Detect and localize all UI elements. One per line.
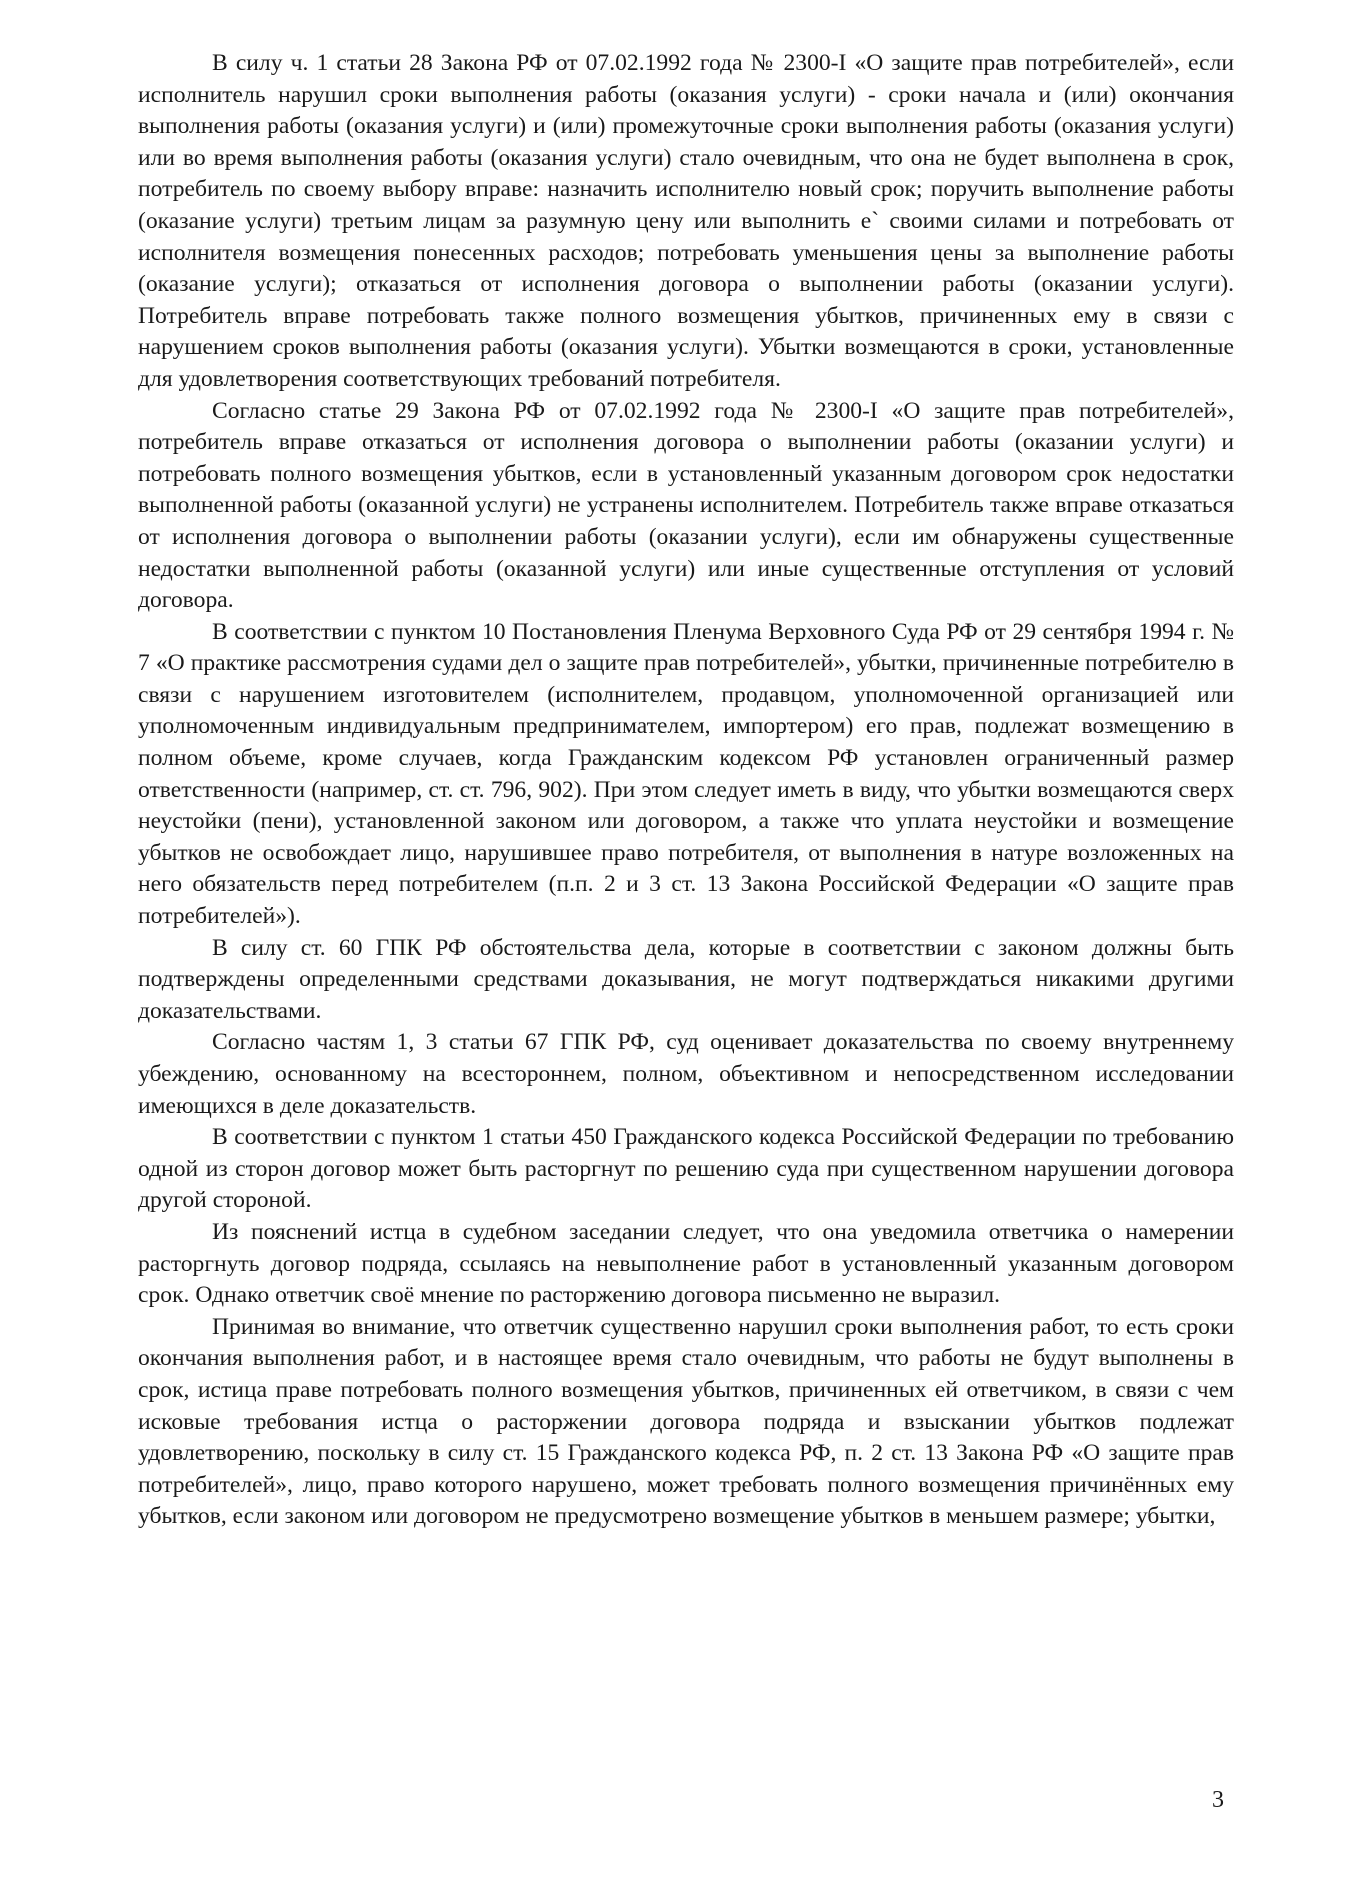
paragraph-gpk-article-60: В силу ст. 60 ГПК РФ обстоятельства дела, которые в соответствии с законом должны быть подтверждены определенными средствами доказывания, не могут подтверждаться никакими другими доказательствами.	[138, 934, 1234, 1024]
paragraph-article-28: В силу ч. 1 статьи 28 Закона РФ от 07.02.1992 года № 2300-I «О защите прав потребителей», если исполнитель нарушил сроки выполнения работы (оказания услуги) - сроки начала и (или) окончания выполнения работы (оказания услуги) и (или) промежуточные сроки выполнения работы (оказания услуги) или во время выполнения работы (оказания услуги) стало очевидным, что она не будет выполнена в срок, потребитель по своему выбору вправе: назначить исполнителю новый срок; поручить выполнение работы (оказание услуги) третьим лицам за разумную цену или выполнить е` своими силами и потребовать от исполнителя возмещения понесенных расходов; потребовать уменьшения цены за выполнение работы (оказание услуги); отказаться от исполнения договора о выполнении работы (оказании услуги). Потребитель вправе потребовать также полного возмещения убытков, причиненных ему в связи с нарушением сроков выполнения работы (оказания услуги). Убытки возмещаются в сроки, установленные для удовлетворения соответствующих требований потребителя.	[138, 50, 1234, 392]
paragraph-gk-article-450: В соответствии с пунктом 1 статьи 450 Гражданского кодекса Российской Федерации по требованию одной из сторон договор может быть расторгнут по решению суда при существенном нарушении договора другой стороной.	[138, 1124, 1234, 1214]
paragraph-article-29: Согласно статье 29 Закона РФ от 07.02.1992 года № 2300-I «О защите прав потребителей», потребитель вправе отказаться от исполнения договора о выполнении работы (оказании услуги) и потребовать полного возмещения убытков, если в установленный указанным договором срок недостатки выполненной работы (оказанной услуги) не устранены исполнителем. Потребитель также вправе отказаться от исполнения договора о выполнении работы (оказании услуги), если им обнаружены существенные недостатки выполненной работы (оказанной услуги) или иные существенные отступления от условий договора.	[138, 397, 1234, 614]
paragraph-court-conclusion: Принимая во внимание, что ответчик существенно нарушил сроки выполнения работ, то есть сроки окончания выполнения работ, и в настоящее время стало очевидным, что работы не будут выполнены в срок, истица праве потребовать полного возмещения убытков, причиненных ей ответчиком, в связи с чем исковые требования истца о расторжении договора подряда и взыскании убытков подлежат удовлетворению, поскольку в силу ст. 15 Гражданского кодекса РФ, п. 2 ст. 13 Закона РФ «О защите прав потребителей», лицо, право которого нарушено, может требовать полного возмещения причинённых ему убытков, если законом или договором не предусмотрено возмещение убытков в меньшем размере; убытки,	[138, 1313, 1234, 1530]
paragraph-gpk-article-67: Согласно частям 1, 3 статьи 67 ГПК РФ, суд оценивает доказательства по своему внутреннему убеждению, основанному на всестороннем, полном, объективном и непосредственном исследовании имеющихся в деле доказательств.	[138, 1029, 1234, 1119]
document-page	[138, 48, 1234, 1533]
paragraph-plaintiff-explanations: Из пояснений истца в судебном заседании следует, что она уведомила ответчика о намерении расторгнуть договор подряда, ссылаясь на невыполнение работ в установленный указанным договором срок. Однако ответчик своё мнение по расторжению договора письменно не выразил.	[138, 1218, 1234, 1309]
page-number: 3	[1212, 1787, 1224, 1813]
paragraph-plenum-resolution: В соответствии с пунктом 10 Постановления Пленума Верховного Суда РФ от 29 сентября 1994 г. № 7 «О практике рассмотрения судами дел о защите прав потребителей», убытки, причиненные потребителю в связи с нарушением изготовителем (исполнителем, продавцом, уполномоченной организацией или уполномоченным индивидуальным предпринимателем, импортером) его прав, подлежат возмещению в полном объеме, кроме случаев, когда Гражданским кодексом РФ установлен ограниченный размер ответственности (например, ст. ст. 796, 902). При этом следует иметь в виду, что убытки возмещаются сверх неустойки (пени), установленной законом или договором, а также что уплата неустойки и возмещение убытков не освобождает лицо, нарушившее право потребителя, от выполнения в натуре возложенных на него обязательств перед потребителем (п.п. 2 и 3 ст. 13 Закона Российской Федерации «О защите прав потребителей»).	[138, 618, 1234, 930]
